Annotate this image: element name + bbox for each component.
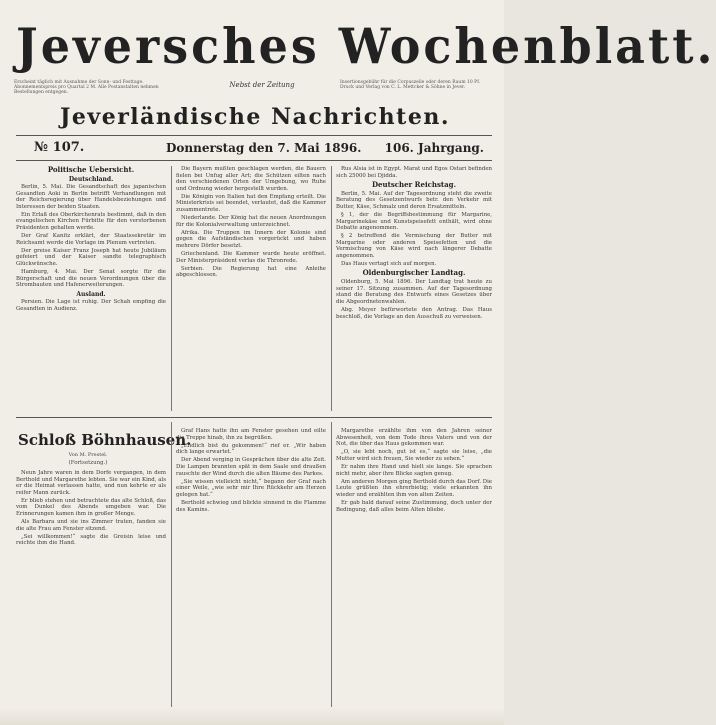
paragraph: § 1, der die Begriffsbestimmung für Margarine, Margarinekäse und Kunstspeisefett enthält, wird ohne Debatte angenommen. <box>336 211 492 232</box>
paragraph: „Endlich bist du gekommen!“ rief er. „Wir haben dich lange erwartet.“ <box>176 442 326 456</box>
column-reichstag <box>336 166 492 411</box>
masthead-title: Jeversches Wochenblatt. <box>16 17 716 75</box>
section-subheading: Deutschland. <box>68 176 114 183</box>
paragraph: Das Haus vertagt sich auf morgen. <box>341 261 437 268</box>
paragraph: Ein Erlaß des Oberkirchenrats bestimmt, daß in den evangelischen Kirchen Fürbitte für den verstorbenen Präsidenten gehalten werde. <box>16 211 166 232</box>
paragraph: Er gab bald darauf seine Zustimmung, doch unter der Bedingung, daß alles beim Alten bliebe. <box>336 499 492 513</box>
paragraph: Abg. Meyer befürwortete den Antrag. Das Haus beschloß, die Vorlage an den Ausschuß zu verweisen. <box>336 307 492 320</box>
paragraph: Die Bayern mußten geschlagen werden, die Bauern fielen bei Unfug aller Art; die Schützen eilten nach den verschiedenen Orten der Umgebung, wo Ruhe und Ordnung wieder hergestellt wurden. <box>176 166 326 192</box>
column-divider <box>171 422 172 707</box>
feature-column-2 <box>176 428 326 706</box>
feature-column-1 <box>16 470 166 706</box>
column-politics <box>16 166 166 411</box>
paragraph: Rus Alsia ist in Egypt. Marat und Egos Ostari befinden sich 25000 bei Djidda. <box>336 166 492 179</box>
issue-date: Donnerstag den 7. Mai 1896. <box>166 141 362 155</box>
divider <box>16 135 492 136</box>
section-subheading: Ausland. <box>76 290 106 298</box>
feature-note: (Fortsetzung.) <box>68 460 108 466</box>
paragraph: „Sie wissen vielleicht nicht,“ begann der Graf nach einer Weile, „wie sehr mir Ihre Rückkehr am Herzen gelegen hat.“ <box>176 478 326 498</box>
paragraph: Margarethe erzählte ihm von den Jahren seiner Abwesenheit, von dem Tode ihres Vaters und von der Not, die über das Haus gekommen war. <box>336 428 492 448</box>
column-divider <box>331 166 332 411</box>
paragraph: „Sei willkommen!“ sagte die Greisin leise und reichte ihm die Hand. <box>16 533 166 547</box>
feature-title: Schloß Böhnhausen. <box>18 431 192 449</box>
section-heading: Deutscher Reichstag. <box>371 179 457 189</box>
paragraph: Am anderen Morgen ging Berthold durch das Dorf. Die Leute grüßten ihn ehrerbietig; viele erkannten ihn wieder und erzählten ihm von alten Zeiten. <box>336 478 492 498</box>
paragraph: Die Königin von Italien hat den Empfang erteilt. Die Ministerkrisis sei beendet, verlautet, daß die Kammer zusammentrete. <box>176 193 326 214</box>
paragraph: Als Barbara und sie ins Zimmer traten, fanden sie die alte Frau am Fenster sitzend. <box>16 519 166 532</box>
paragraph: Neun Jahre waren in dem Dorfe vergangen, in dem Berthold und Margarethe lebten. Sie war ein Kind, als er die Heimat verlassen hatte, und nun kehrte er als reifer Mann zurück. <box>16 470 166 496</box>
paragraph: Er nahm ihre Hand und hielt sie lange. Sie sprachen nicht mehr, aber ihre Blicke sagten genug. <box>336 463 492 477</box>
paragraph: Der Abend verging in Gesprächen über die alte Zeit. Die Lampen brannten spät in dem Saale und draußen rauschte der Wind durch die alten Bäume des Parkes. <box>176 457 326 477</box>
paragraph: Griechenland. Die Kammer wurde heute eröffnet. Der Ministerpräsident verlas die Thronrede. <box>176 251 326 264</box>
subhead-left: Erscheint täglich mit Ausnahme der Sonn- und Festtage. Abonnementspreis pro Quartal 2 M. Alle Postanstalten nehmen Bestellungen entgegen. <box>14 80 159 96</box>
column-divider <box>171 166 172 411</box>
paragraph: Er blieb stehen und betrachtete das alte Schloß, das vom Dunkel des Abends umgeben war. Die Erinnerungen kamen ihm in großer Menge. <box>16 497 166 518</box>
paragraph: Niederlande. Der König hat die neuen Anordnungen für die Kolonialverwaltung unterzeichnet. <box>176 215 326 228</box>
issue-number: № 107. <box>34 140 85 155</box>
divider <box>16 160 492 161</box>
section-heading: Oldenburgischer Landtag. <box>362 268 466 278</box>
paragraph: § 2 betreffend die Vermischung der Butter mit Margarine oder anderen Speisefetten und die Vermischung von Käse wird nach längerer Debatte angenommen. <box>336 233 492 260</box>
paragraph: Oldenburg, 5. Mai 1896. Der Landtag trat heute zu seiner 17. Sitzung zusammen. Auf der Tagesordnung stand die Beratung des Entwurfs eines Gesetzes über die Abgeordnetenwahlen. <box>336 279 492 305</box>
feature-column-3 <box>336 428 492 706</box>
issue-bar <box>16 137 492 159</box>
paragraph: Persien. Die Lage ist ruhig. Der Schah empfing die Gesandten in Audienz. <box>16 298 166 312</box>
paragraph: Berlin, 5. Mai. Die Gesandtschaft des japanischen Gesandten Aoki in Berlin betrifft Verhandlungen mit der Reichsregierung über Handelsbeziehungen und Interessen der beiden Staaten. <box>16 184 166 210</box>
column-news <box>176 166 326 411</box>
paragraph: Afrika. Die Truppen im Innern der Kolonie sind gegen die Aufständischen vorgerückt und haben mehrere Dörfer besetzt. <box>176 229 326 250</box>
section-heading: Politische Uebersicht. <box>47 165 135 174</box>
page-edge <box>0 708 504 725</box>
paragraph: „O, sie lebt noch, gut ist es,“ sagte sie leise, „die Mutter wird sich freuen, Sie wieder zu sehen.“ <box>336 449 492 462</box>
paragraph: Berthold schwieg und blickte sinnend in die Flamme des Kamins. <box>176 499 326 513</box>
supplement-title: Jeverländische Nachrichten. <box>60 104 450 130</box>
subhead-mid: Nebst der Zeitung <box>229 81 295 89</box>
feuilleton-divider <box>16 417 492 418</box>
paragraph: Hamburg, 4. Mai. Der Senat sorgte für die Bürgerschaft und die neuen Verordnungen über die Strombauten und Hafenerweiterungen. <box>16 269 166 289</box>
paragraph: Berlin, 5. Mai. Auf der Tagesordnung steht die zweite Beratung des Gesetzentwurfs betr. den Verkehr mit Butter, Käse, Schmalz und deren Ersatzmitteln. <box>336 190 492 210</box>
paragraph: Serbien. Die Regierung hat eine Anleihe abgeschlossen. <box>176 265 326 279</box>
feature-author: Von M. Prestel. <box>68 452 108 458</box>
paragraph: Graf Hans hatte ihn am Fenster gesehen und eilte die Treppe hinab, ihn zu begrüßen. <box>176 428 326 441</box>
paragraph: Der greise Kaiser Franz Joseph hat heute Jubiläum gefeiert und der Kaiser sandte telegraphisch Glückwünsche. <box>16 247 166 268</box>
column-divider <box>331 422 332 707</box>
paragraph: Der Graf Kanitz erklärt, der Staatssekretär im Reichsamt werde die Vorlage im Plenum vertreten. <box>16 233 166 246</box>
subhead-right: Insertionsgebühr für die Corpuszeile oder deren Raum 10 Pf. Druck und Verlag von C. L. Mettcker & Söhne in Jever. <box>340 80 481 91</box>
issue-year: 106. Jahrgang. <box>384 141 484 155</box>
